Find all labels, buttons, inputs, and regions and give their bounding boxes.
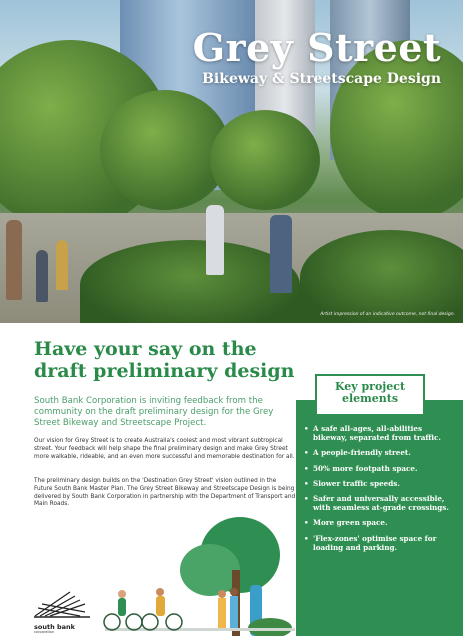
- body-paragraph: The preliminary design builds on the 'Destination Grey Street' vision outlined in the Future South Bank Master Plan. The Grey Street Bikeway and Streetscape Design is being delivered by South Bank Corporation in partnership with the Department of Transport and Main Roads.: [34, 478, 296, 508]
- list-item: • A people-friendly street.: [304, 448, 411, 458]
- list-item: • 'Flex-zones' optimise space for loading and parking.: [304, 533, 437, 552]
- lead-paragraph: South Bank Corporation is inviting feedback from the community on the draft preliminary design for the Grey Street Bikeway and Streetscape Project.: [34, 396, 274, 428]
- pedestrian: [56, 240, 68, 290]
- image-caption: Artist impression of an indicative outcome, not final design.: [320, 312, 455, 317]
- list-item: • Slower traffic speeds.: [304, 478, 400, 488]
- list-item: • 50% more footpath space.: [304, 463, 418, 473]
- list-item: • More green space.: [304, 518, 388, 528]
- logo-subtitle: corporation: [34, 630, 55, 634]
- list-item: • A safe all-ages, all-abilities bikeway, separated from traffic.: [304, 424, 441, 443]
- street-illustration: [100, 510, 300, 636]
- hero-title: [192, 25, 441, 88]
- garden-bed: [80, 240, 300, 323]
- pedestrian: [36, 250, 48, 302]
- garden-bed: [300, 230, 463, 323]
- title-sub: Bikeway & Streetscape Design: [202, 71, 441, 87]
- title-main: Grey Street: [192, 25, 441, 70]
- list-item: • Safer and universally accessible, with seamless at-grade crossings.: [304, 494, 449, 513]
- tree: [210, 110, 320, 210]
- logo-name: south bank: [34, 623, 75, 631]
- section-heading: Have your say on the draft preliminary design: [34, 338, 295, 382]
- key-elements-list: [304, 424, 454, 558]
- cyclist: [270, 215, 292, 293]
- cyclist: [206, 205, 224, 275]
- key-elements-title: Key project elements: [315, 374, 425, 416]
- body-paragraph: Our vision for Grey Street is to create Australia's coolest and most vibrant subtropical street. Your feedback will help shape the final preliminary design and make Grey Street more walkable, rideable, and an even more successful and memorable destination for all.: [34, 438, 295, 460]
- pedestrian: [6, 220, 22, 300]
